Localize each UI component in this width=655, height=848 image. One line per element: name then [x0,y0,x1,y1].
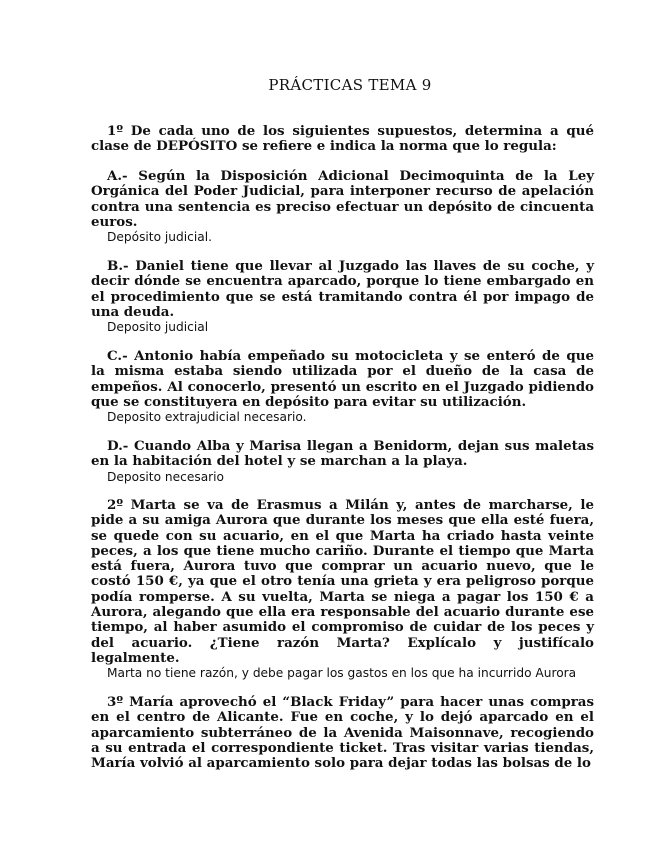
page-title: PRÁCTICAS TEMA 9 [268,76,432,94]
question-1b-answer: Deposito judicial [107,320,209,335]
question-1c-text: C.- Antonio había empeñado su motocicleta y se enteró de que la misma estaba siendo utilizada por el dueño de la casa de empeños. Al conocerlo, presentó un escrito en el Juzgado pidiendo que se constituyera en depósito para evitar su utilización. [91,348,594,410]
question-1c-answer: Deposito extrajudicial necesario. [107,410,307,425]
question-1b-text: B.- Daniel tiene que llevar al Juzgado las llaves de su coche, y decir dónde se encuentra aparcado, porque lo tiene embargado en el procedimiento que se está tramitando contra él por impago de una deuda. [91,258,594,320]
question-1d-text: D.- Cuando Alba y Marisa llegan a Benidorm, dejan sus maletas en la habitación del hotel y se marchan a la playa. [91,438,594,470]
question-2-text: 2º Marta se va de Erasmus a Milán y, antes de marcharse, le pide a su amiga Aurora que durante los meses que ella esté fuera, se quede con su acuario, en el que Marta ha criado hasta veinte peces, a los que tiene mucho cariño. Durante el tiempo que Marta está fuera, Aurora tuvo que comprar un acuario nuevo, que le costó 150 €, ya que el otro tenía una grieta y era peligroso porque podía romperse. A su vuelta, Marta se niega a pagar los 150 € a Aurora, alegando que ella era responsable del acuario durante ese tiempo, al haber asumido el compromiso de cuidar de los peces y del acuario. ¿Tiene razón Marta? Explícalo y justifícalo legalmente. [91,497,594,666]
question-1a-text: A.- Según la Disposición Adicional Decimoquinta de la Ley Orgánica del Poder Judicial, para interponer recurso de apelación contra una sentencia es preciso efectuar un depósito de cincuenta euros. [91,168,594,230]
question-1-prompt-block [91,124,594,155]
question-1a-answer: Depósito judicial. [107,230,212,245]
question-2-answer: Marta no tiene razón, y debe pagar los gastos en los que ha incurrido Aurora [107,666,577,681]
question-3-text: 3º María aprovechó el “Black Friday” para hacer unas compras en el centro de Alicante. Fue en coche, y lo dejó aparcado en el aparcamiento subterráneo de la Avenida Maisonnave, recogiendo a su entrada el correspondiente ticket. Tras visitar varias tiendas, María volvió al aparcamiento solo para dejar todas las bolsas de lo [91,694,594,772]
question-3-block [91,695,594,771]
question-1-prompt: 1º De cada uno de los siguientes supuestos, determina a qué clase de DEPÓSITO se refiere e indica la norma que lo regula: [91,123,594,155]
question-1d-block [91,439,594,485]
question-1b-block [91,259,594,335]
question-1a-block [91,169,594,245]
question-2-block [91,498,594,682]
question-1d-answer: Deposito necesario [107,469,225,484]
question-1c-block [91,349,594,425]
